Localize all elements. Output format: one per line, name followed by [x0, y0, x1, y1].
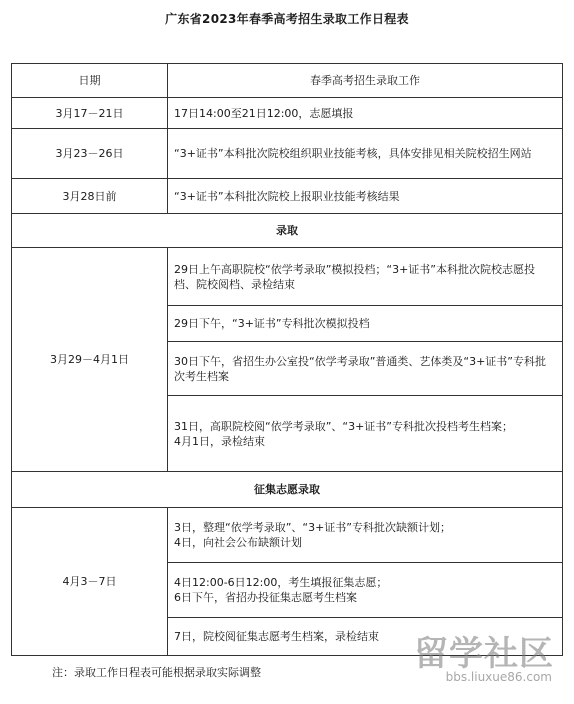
page-title: 广东省2023年春季高考招生录取工作日程表: [165, 12, 409, 26]
admission-item: 29日上午高职院校“依学考录取”模拟投档；“3+证书”本科批次院校志愿投档、院校阅档、录检结束: [168, 248, 563, 306]
table-row: [12, 98, 563, 129]
header-work: 春季高考招生录取工作: [168, 64, 563, 98]
supplement-item: 4日12:00-6日12:00，考生填报征集志愿； 6日下午，省招办投征集志愿考生档案: [168, 563, 563, 618]
supplement-item: 3日，整理“依学考录取”、“3+证书”专科批次缺额计划； 4日，向社会公布缺额计划: [168, 508, 563, 563]
table-row: [12, 129, 563, 179]
section-supplement: 征集志愿录取: [12, 472, 563, 508]
section-row: [12, 472, 563, 508]
admission-item: 29日下午，“3+证书”专科批次模拟投档: [168, 306, 563, 342]
table-header-row: [12, 64, 563, 98]
row-date: 3月17－21日: [12, 98, 168, 129]
header-date: 日期: [12, 64, 168, 98]
row-work: “3+证书”本科批次院校上报职业技能考核结果: [168, 179, 563, 214]
admission-item: 31日，高职院校阅“依学考录取”、“3+证书”专科批次投档考生档案； 4月1日，录检结束: [168, 396, 563, 472]
admission-date: 3月29－4月1日: [12, 248, 168, 472]
supplement-item: 7日，院校阅征集志愿考生档案，录检结束: [168, 618, 563, 656]
row-work: “3+证书”本科批次院校组织职业技能考核，具体安排见相关院校招生网站: [168, 129, 563, 179]
row-work: 17日14:00至21日12:00，志愿填报: [168, 98, 563, 129]
admission-item: 30日下午，省招生办公室投“依学考录取”普通类、艺体类及“3+证书”专科批次考生档案: [168, 342, 563, 396]
table-row: [12, 248, 563, 306]
table-row: [12, 179, 563, 214]
row-date: 3月28日前: [12, 179, 168, 214]
watermark-logo: 留学社区: [414, 634, 554, 674]
footnote: 注：录取工作日程表可能根据录取实际调整: [52, 666, 261, 679]
schedule-table: [11, 63, 563, 656]
section-admission: 录取: [12, 214, 563, 248]
section-row: [12, 214, 563, 248]
supplement-date: 4月3－7日: [12, 508, 168, 656]
table-row: [12, 508, 563, 563]
watermark-url: bbs.liuxue86.com: [445, 670, 552, 684]
row-date: 3月23－26日: [12, 129, 168, 179]
